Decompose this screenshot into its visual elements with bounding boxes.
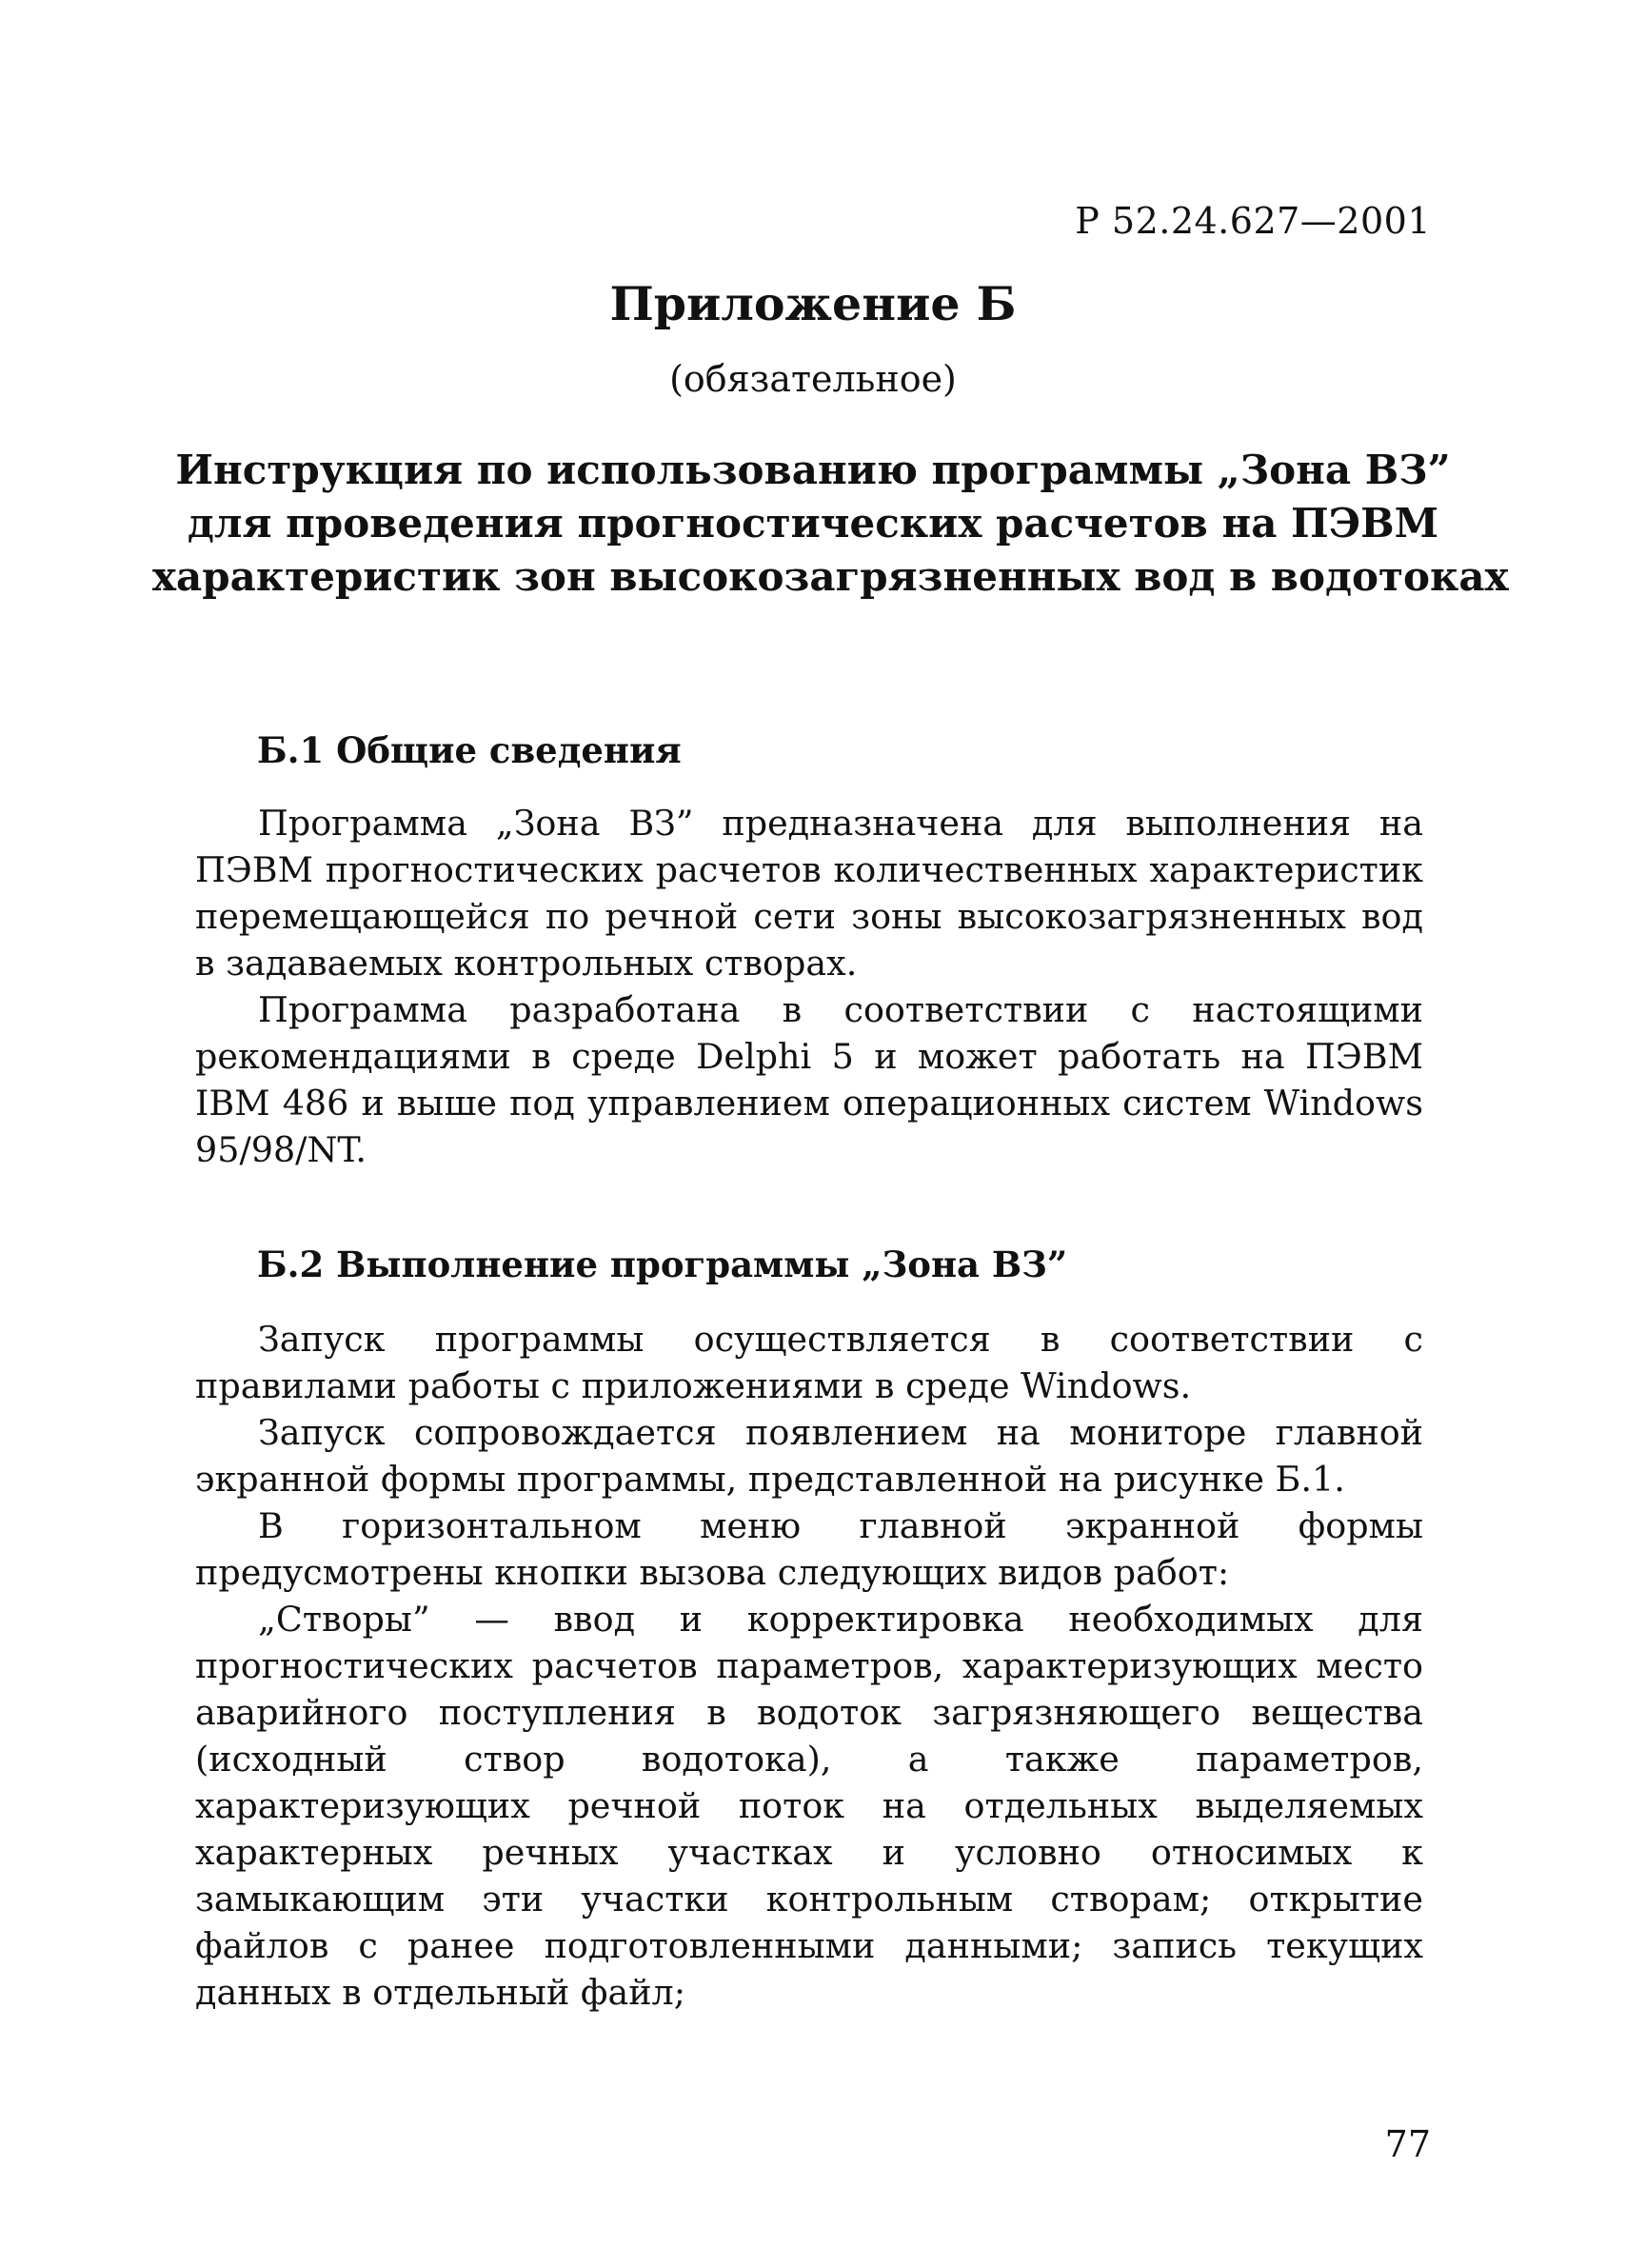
paragraph: Программа „Зона ВЗ” предназначена для выполнения на ПЭВМ прогностических расчетов количественных характеристик перемещающейся по речной сети зоны высокозагрязненных вод в задаваемых контрольных створах. [195, 803, 1423, 984]
document-code: Р 52.24.627—2001 [1075, 200, 1431, 242]
paragraph: Запуск сопровождается появлением на мониторе главной экранной формы программы, представленной на рисунке Б.1. [195, 1412, 1423, 1500]
document-title [152, 444, 1509, 604]
paragraph: Программа разработана в соответствии с настоящими рекомендациями в среде Delphi 5 и может работать на ПЭВМ IBM 486 и выше под управлением операционных систем Windows 95/98/NT. [195, 989, 1423, 1170]
section-body-program-execution [195, 1316, 1423, 2016]
paragraph: В горизонтальном меню главной экранной формы предусмотрены кнопки вызова следующих видов работ: [195, 1505, 1423, 1593]
title-line: Инструкция по использованию программы „Зона ВЗ” [175, 447, 1451, 493]
section-heading-program-execution: Б.2 Выполнение программы „Зона ВЗ” [257, 1243, 1068, 1285]
section-heading-general-info: Б.1 Общие сведения [257, 729, 682, 771]
appendix-status: (обязательное) [669, 358, 957, 400]
appendix-title: Приложение Б [609, 276, 1017, 331]
title-line: для проведения прогностических расчетов на ПЭВМ [187, 500, 1439, 547]
section-body-general-info [195, 800, 1423, 1173]
paragraph: „Створы” — ввод и корректировка необходимых для прогностических расчетов параметров, характеризующих место аварийного поступления в водоток загрязняющего вещества (исходный створ водотока), а также параметров, характеризующих речной поток на отдельных выделяемых характерных речных участках и условно относимых к замыкающим эти участки контрольным створам; открытие файлов с ранее подготовленными данными; запись текущих данных в отдельный файл; [195, 1599, 1423, 2013]
page-number: 77 [1384, 2123, 1431, 2165]
paragraph: Запуск программы осуществляется в соответствии с правилами работы с приложениями в среде Windows. [195, 1319, 1423, 1406]
title-line: характеристик зон высокозагрязненных вод в водотоках [152, 553, 1509, 600]
